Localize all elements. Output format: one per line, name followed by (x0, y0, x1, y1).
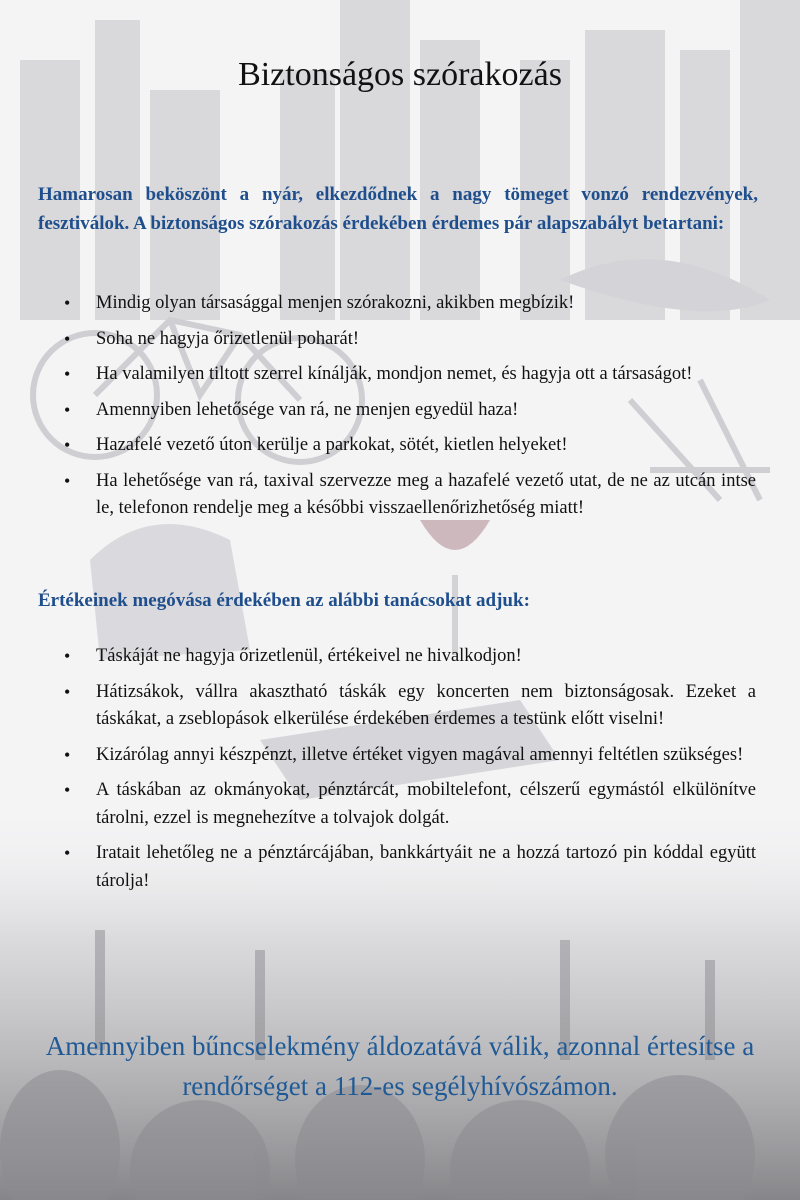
list-item: • Amennyiben lehetősége van rá, ne menjen egyedül haza! (62, 397, 756, 425)
list-item: • Hazafelé vezető úton kerülje a parkokat, sötét, kietlen helyeket! (62, 432, 756, 460)
intro-paragraph: Hamarosan beköszönt a nyár, elkezdődnek a nagy tömeget vonzó rendezvények, fesztiválok. A biztonságos szórakozás érdekében érdemes pár alapszabályt betartani: (38, 184, 758, 234)
list-item: • Hátizsákok, vállra akasztható táskák egy koncerten nem biztonságosak. Ezeket a táskákat, a zseblopások elkerülése érdekében érdemes a testünk előtt viselni! (62, 679, 756, 734)
list-item: • A táskában az okmányokat, pénztárcát, mobiltelefont, célszerű egymástól elkülönítve tárolni, ezzel is megnehezítve a tolvajok dolgát. (62, 777, 756, 832)
list-item: • Táskáját ne hagyja őrizetlenül, értékeivel ne hivalkodjon! (62, 643, 756, 671)
valuables-tips-list (62, 643, 756, 903)
safety-tips-list (62, 290, 756, 531)
list-item: • Mindig olyan társasággal menjen szórakozni, akikben megbízik! (62, 290, 756, 318)
list-item: • Iratait lehetőleg ne a pénztárcájában, bankkártyáit ne a hozzá tartozó pin kóddal együtt tárolja! (62, 840, 756, 895)
list-item: • Ha lehetősége van rá, taxival szervezze meg a hazafelé vezető utat, de ne az utcán intse le, telefonon rendelje meg a későbbi visszaellenőrizhetőség miatt! (62, 468, 756, 523)
page-title: Biztonságos szórakozás (238, 56, 562, 93)
section-heading: Értékeinek megóvása érdekében az alábbi tanácsokat adjuk: (38, 590, 530, 611)
list-item: • Ha valamilyen tiltott szerrel kínálják, mondjon nemet, és hagyja ott a társaságot! (62, 361, 756, 389)
list-item: • Soha ne hagyja őrizetlenül poharát! (62, 326, 756, 354)
list-item: • Kizárólag annyi készpénzt, illetve értéket vigyen magával amennyi feltétlen szükséges! (62, 742, 756, 770)
closing-notice: Amennyiben bűncselekmény áldozatává válik, azonnal értesítse a rendőrséget a 112-es segélyhívószámon. (45, 1031, 755, 1101)
